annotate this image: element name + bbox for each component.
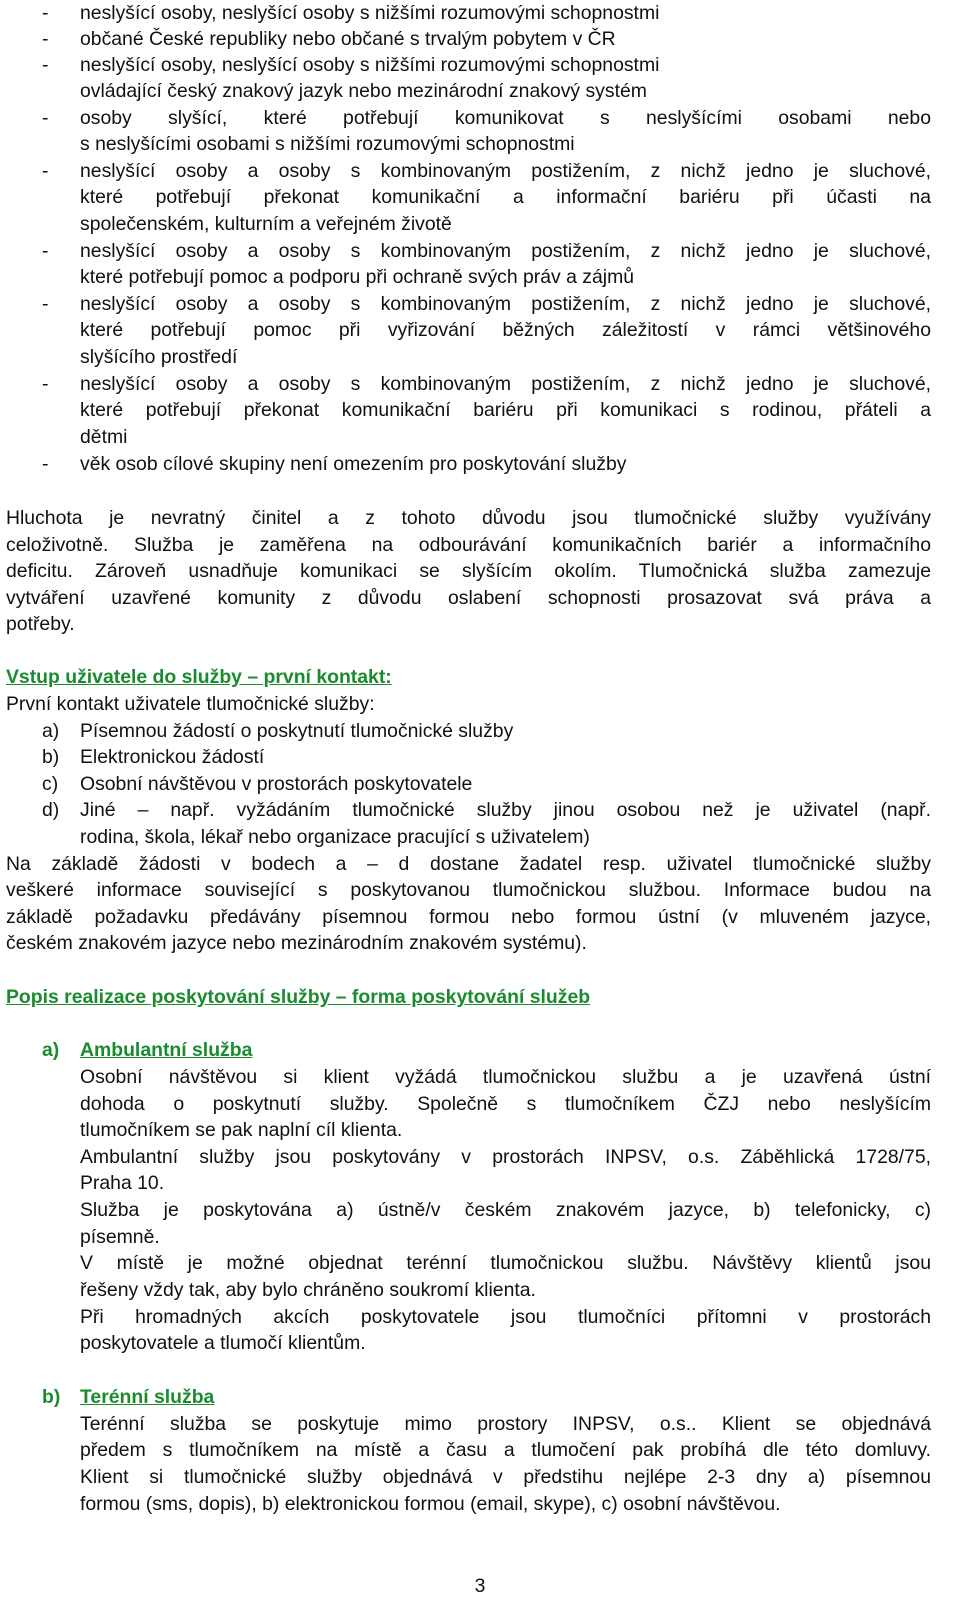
list-item	[0, 371, 960, 398]
subsection-text: Ambulantní služby jsou poskytovány v prostorách INPSV, o.s. Záběhlická 1728/75,	[80, 1146, 931, 1168]
list-item-continuation	[0, 424, 960, 451]
subsection-text: dohoda o poskytnutí služby. Společně s tlumočníkem ČZJ nebo neslyšícím	[80, 1093, 931, 1115]
list-item-continuation	[0, 211, 960, 238]
list-item-text: neslyšící osoby a osoby s kombinovaným postižením, z nichž jedno je sluchové,	[80, 373, 931, 395]
subsection-line	[0, 1144, 960, 1171]
subsection-line	[0, 1277, 960, 1304]
list-dash: -	[42, 373, 49, 395]
list-dash: -	[42, 240, 49, 262]
list-dash: -	[42, 28, 49, 50]
list-item	[0, 797, 960, 824]
subsection-text: Praha 10.	[80, 1172, 165, 1194]
list-item	[0, 52, 960, 79]
list-item	[0, 0, 960, 27]
list-item	[0, 744, 960, 771]
list-item-text: společenském, kulturním a veřejném životě	[80, 213, 452, 235]
subsection-text: V místě je možné objednat terénní tlumočnickou službu. Návštěvy klientů jsou	[80, 1252, 931, 1274]
subsection-text: písemně.	[80, 1226, 160, 1248]
list-item-text: rodina, škola, lékař nebo organizace pracující s uživatelem)	[80, 826, 590, 848]
subsection-label: b)	[42, 1386, 61, 1408]
subsection-label: a)	[42, 1039, 60, 1061]
subsection-text: tlumočníkem se pak naplní cíl klienta.	[80, 1119, 403, 1141]
list-item-text: které potřebují pomoc a podporu při ochraně svých práv a zájmů	[80, 266, 635, 288]
list-item	[0, 26, 960, 53]
list-item-text: občané České republiky nebo občané s trvalým pobytem v ČR	[80, 28, 616, 50]
subsection-text: předem s tlumočníkem na místě a času a tlumočení pak probíhá dle této domluvy.	[80, 1439, 931, 1461]
subsection-heading-ambulant	[0, 1037, 960, 1064]
list-item-continuation	[0, 344, 960, 371]
list-item-label: a)	[42, 720, 60, 742]
list-item	[0, 718, 960, 745]
paragraph-line: deficitu. Zároveň usnadňuje komunikaci se slyšícím okolím. Tlumočnická služba zamezuje	[6, 560, 931, 582]
list-item-text: věk osob cílové skupiny není omezením pro poskytování služby	[80, 453, 627, 475]
list-item-label: b)	[42, 746, 60, 768]
subsection-line	[0, 1250, 960, 1277]
subsection-text: řešeny vždy tak, aby bylo chráněno soukromí klienta.	[80, 1279, 536, 1301]
list-dash: -	[42, 160, 49, 182]
subsection-text: formou (sms, dopis), b) elektronickou formou (email, skype), c) osobní návštěvou.	[80, 1493, 781, 1515]
list-dash: -	[42, 107, 49, 129]
list-item-continuation	[0, 824, 960, 851]
subsection-text: Služba je poskytována a) ústně/v českém znakovém jazyce, b) telefonicky, c)	[80, 1199, 931, 1221]
subsection-text: Osobní návštěvou si klient vyžádá tlumočnickou službu a je uzavřená ústní	[80, 1066, 931, 1088]
paragraph-line: vytváření uzavřené komunity z důvodu oslabení schopnosti prosazovat svá práva a	[6, 587, 931, 609]
subsection-line	[0, 1064, 960, 1091]
paragraph-line: českém znakovém jazyce nebo mezinárodním znakovém systému).	[6, 932, 587, 954]
list-item-text: které potřebují pomoc při vyřizování běžných záležitostí v rámci většinového	[80, 319, 931, 341]
subsection-line	[0, 1330, 960, 1357]
subsection-line	[0, 1437, 960, 1464]
subsection-text: poskytovatele a tlumočí klientům.	[80, 1332, 366, 1354]
list-dash: -	[42, 54, 49, 76]
paragraph-line: Hluchota je nevratný činitel a z tohoto důvodu jsou tlumočnické služby využívány	[6, 507, 931, 529]
subsection-title: Terénní služba	[80, 1386, 215, 1408]
list-item	[0, 291, 960, 318]
subsection-line	[0, 1170, 960, 1197]
list-item-text: které potřebují překonat komunikační a informační bariéru při účasti na	[80, 186, 931, 208]
list-item-text: osoby slyšící, které potřebují komunikovat s neslyšícími osobami nebo	[80, 107, 931, 129]
list-item-continuation	[0, 317, 960, 344]
list-item	[0, 771, 960, 798]
subsection-line	[0, 1491, 960, 1518]
subsection-line	[0, 1197, 960, 1224]
list-item-continuation	[0, 397, 960, 424]
list-item-continuation	[0, 131, 960, 158]
subsection-line	[0, 1411, 960, 1438]
list-item-continuation	[0, 184, 960, 211]
list-item-text: neslyšící osoby a osoby s kombinovaným postižením, z nichž jedno je sluchové,	[80, 160, 931, 182]
subsection-title: Ambulantní služba	[80, 1039, 253, 1061]
page-number: 3	[474, 1575, 486, 1597]
paragraph-line: Na základě žádosti v bodech a – d dostane žadatel resp. uživatel tlumočnické služby	[6, 853, 931, 875]
list-dash: -	[42, 293, 49, 315]
list-item-text: neslyšící osoby, neslyšící osoby s nižšími rozumovými schopnostmi	[80, 2, 660, 24]
subsection-text: Terénní služba se poskytuje mimo prostory INPSV, o.s.. Klient se objednává	[80, 1413, 931, 1435]
list-item-text: dětmi	[80, 426, 128, 448]
list-item-text: Písemnou žádostí o poskytnutí tlumočnické služby	[80, 720, 514, 742]
list-item-text: Elektronickou žádostí	[80, 746, 265, 768]
paragraph-line: potřeby.	[6, 613, 75, 635]
list-item	[0, 451, 960, 478]
subsection-text: Při hromadných akcích poskytovatele jsou tlumočníci přítomni v prostorách	[80, 1306, 931, 1328]
list-item	[0, 158, 960, 185]
list-item	[0, 238, 960, 265]
section-heading-service-forms: Popis realizace poskytování služby – forma poskytování služeb	[6, 986, 591, 1008]
subsection-text: Klient si tlumočnické služby objednává v předstihu nejlépe 2-3 dny a) písemnou	[80, 1466, 931, 1488]
subsection-line	[0, 1464, 960, 1491]
list-item-text: neslyšící osoby a osoby s kombinovaným postižením, z nichž jedno je sluchové,	[80, 240, 931, 262]
list-item-text: ovládající český znakový jazyk nebo mezinárodní znakový systém	[80, 80, 647, 102]
subsection-heading-terrain	[0, 1384, 960, 1411]
list-item-continuation	[0, 78, 960, 105]
paragraph-line: celoživotně. Služba je zaměřena na odbourávání komunikačních bariér a informačního	[6, 534, 931, 556]
list-item-text: neslyšící osoby a osoby s kombinovaným postižením, z nichž jedno je sluchové,	[80, 293, 931, 315]
list-item-continuation	[0, 264, 960, 291]
list-item-text: neslyšící osoby, neslyšící osoby s nižšími rozumovými schopnostmi	[80, 54, 660, 76]
section-intro: První kontakt uživatele tlumočnické služby:	[6, 693, 375, 715]
section-heading-first-contact: Vstup uživatele do služby – první kontakt:	[6, 666, 392, 688]
subsection-line	[0, 1304, 960, 1331]
list-item-text: Jiné – např. vyžádáním tlumočnické služby jinou osobou než je uživatel (např.	[80, 799, 931, 821]
subsection-line	[0, 1224, 960, 1251]
subsection-line	[0, 1117, 960, 1144]
list-item-text: s neslyšícími osobami s nižšími rozumovými schopnostmi	[80, 133, 575, 155]
paragraph-line: veškeré informace související s poskytovanou tlumočnickou službou. Informace budou na	[6, 879, 931, 901]
list-item-label: d)	[42, 799, 60, 821]
list-item-label: c)	[42, 773, 59, 795]
subsection-line	[0, 1091, 960, 1118]
list-item-text: slyšícího prostředí	[80, 346, 238, 368]
paragraph-line: základě požadavku předávány písemnou formou nebo formou ústní (v mluveném jazyce,	[6, 906, 931, 928]
list-dash: -	[42, 2, 49, 24]
list-item-text: které potřebují překonat komunikační bariéru při komunikaci s rodinou, přáteli a	[80, 399, 931, 421]
list-item-text: Osobní návštěvou v prostorách poskytovatele	[80, 773, 473, 795]
list-item	[0, 105, 960, 132]
list-dash: -	[42, 453, 49, 475]
